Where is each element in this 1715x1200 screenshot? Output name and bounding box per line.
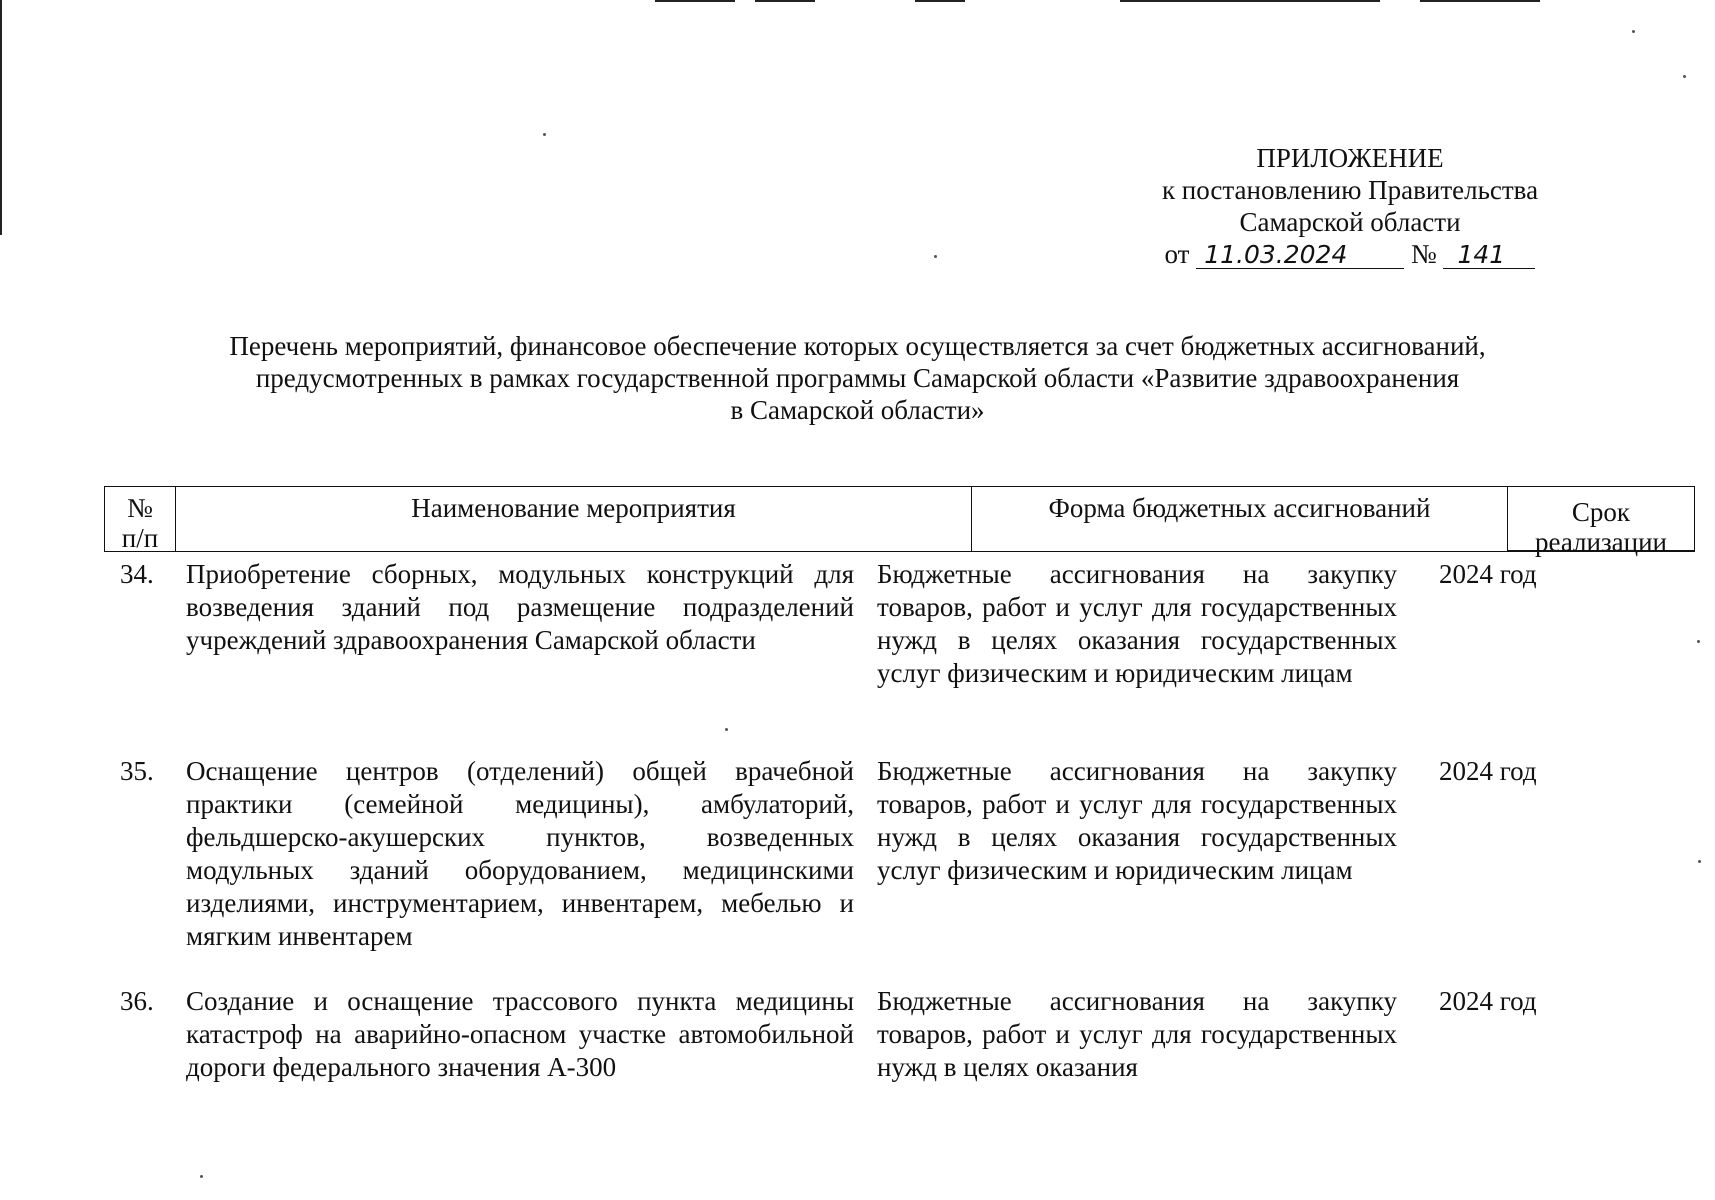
scan-speck [1698,860,1701,863]
header-name: Наименование мероприятия [175,486,972,552]
row-number: 34. [120,559,154,589]
row-term: 2024 год [1439,986,1537,1016]
appendix-block [1140,142,1560,270]
title-line-3: в Самарской области» [730,395,985,425]
scan-speck [543,133,546,136]
scan-edge-top-5 [1420,0,1540,2]
number-prefix: № [1410,239,1437,269]
header-num-line-1: № [127,493,153,523]
decree-number: 141 [1443,242,1535,269]
scan-edge-top-4 [1120,0,1380,2]
header-num [104,486,176,552]
scan-edge-top-3 [915,0,965,2]
scan-speck [1697,640,1700,643]
row-term: 2024 год [1439,756,1537,786]
date-prefix: от [1164,239,1190,269]
table-header [104,486,1715,556]
row-number: 35. [120,756,154,786]
row-form: Бюджетные ассигнования на закупку товаров, работ и услуг для государственных нужд в целях оказания [877,986,1397,1082]
scan-edge-top-2 [755,0,815,2]
appendix-line-3: Самарской области [1239,207,1461,237]
header-num-line-2: п/п [121,523,159,553]
row-number: 36. [120,986,154,1016]
title-line-1: Перечень мероприятий, финансовое обеспечение которых осуществляется за счет бюджетных ассигнований, [229,331,1486,361]
title-line-2: предусмотренных в рамках государственной программы Самарской области «Развитие здравоохранения [255,363,1460,393]
row-form: Бюджетные ассигнования на закупку товаров, работ и услуг для государственных нужд в целях оказания государственных услуг физическим и юридическим лицам [877,559,1397,688]
scan-speck [934,255,937,258]
decree-date: 11.03.2024 [1196,242,1404,269]
scan-speck [200,1175,203,1178]
header-term-line-2: реализации [1535,527,1667,557]
row-name: Оснащение центров (отделений) общей врачебной практики (семейной медицины), амбулаторий, фельдшерско-акушерских пунктов, возведенных модульных зданий оборудованием, медицинскими изделиями, инструментарием, инвентарем, мебелью и мягким инвентарем [186,756,854,951]
header-term [1507,486,1695,557]
scan-edge-left [0,0,2,235]
scan-speck [1632,30,1635,33]
row-name: Создание и оснащение трассового пункта медицины катастроф на аварийно-опасном участке автомобильной дороги федерального значения А-300 [186,986,854,1082]
decree-line [1140,238,1560,270]
header-form: Форма бюджетных ассигнований [971,486,1508,552]
row-term: 2024 год [1439,559,1537,589]
row-form: Бюджетные ассигнования на закупку товаров, работ и услуг для государственных нужд в целях оказания государственных услуг физическим и юридическим лицам [877,756,1397,885]
header-term-line-1: Срок [1571,497,1631,527]
scan-speck [725,728,728,731]
row-name: Приобретение сборных, модульных конструкций для возведения зданий под размещение подразделений учреждений здравоохранения Самарской области [186,559,854,655]
scan-speck [1683,75,1686,78]
appendix-line-2: к постановлению Правительства [1161,175,1539,205]
scan-edge-top-1 [655,0,735,2]
document-title [150,330,1565,426]
appendix-heading: ПРИЛОЖЕНИЕ [1256,143,1444,173]
